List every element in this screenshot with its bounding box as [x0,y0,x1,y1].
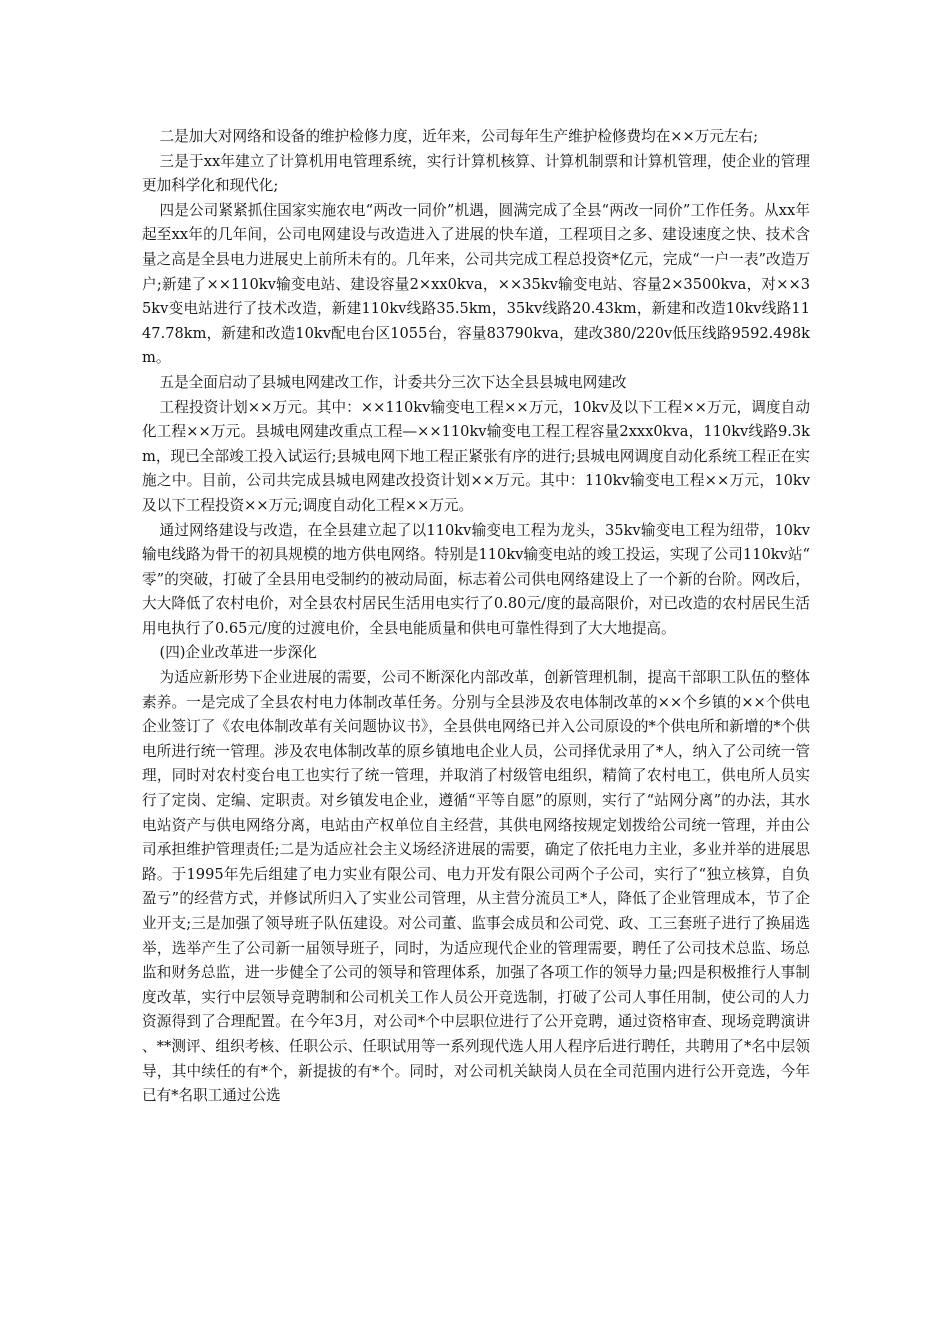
paragraph-county-grid-investment: 工程投资计划××万元。其中：××110kv输变电工程××万元，10kv及以下工程××万元，调度自动化工程××万元。县城电网建改重点工程—××110kv输变电工程工程容量2xxx0kva，110kv线路9.3km，现已全部竣工投入试运行;县城电网下地工程正紧张有序的进行;县城电网调度自动化系统工程正在实施之中。目前，公司共完成县城电网建改投资计划××万元。其中：110kv输变电工程××万元，10kv及以下工程投资××万元;调度自动化工程××万元。 [142,398,811,514]
paragraph-network-construction: 通过网络建设与改造，在全县建立起了以110kv输变电工程为龙头，35kv输变电工程为纽带，10kv输电线路为骨干的初具规模的地方供电网络。特别是110kv输变电站的竣工投运，实现了公司110kv站“零”的突破，打破了全县用电受制约的被动局面，标志着公司供电网络建设上了一个新的台阶。网改后，大大降低了农村电价，对全县农村居民生活用电实行了0.80元/度的最高限价，对已改造的农村居民生活用电执行了0.65元/度的过渡电价，全县电能质量和供电可靠性得到了大大地提高。 [142,521,810,637]
paragraph-county-grid-start: 五是全面启动了县城电网建改工作，计委共分三次下达全县县城电网建改 [159,373,627,391]
paragraph-enterprise-reform: 为适应新形势下企业进展的需要，公司不断深化内部改革，创新管理机制，提高干部职工队伍的整体素养。一是完成了全县农村电力体制改革任务。分别与全县涉及农电体制改革的××个乡镇的××个供电企业签订了《农电体制改革有关问题协议书》，全县供电网络已并入公司原设的*个供电所和新增的*个供电所进行统一管理。涉及农电体制改革的原乡镇地电企业人员，公司择优录用了*人，纳入了公司统一管理，同时对农村变台电工也实行了统一管理，并取消了村级管电组织，精简了农村电工，供电所人员实行了定岗、定编、定职责。对乡镇发电企业，遵循“平等自愿”的原则，实行了“站网分离”的办法，其水电站资产与供电网络分离，电站由产权单位自主经营，其供电网络按规定划拨给公司统一管理，并由公司承担维护管理责任;二是为适应社会主义场经济进展的需要，确定了依托电力主业，多业并举的进展思路。于1995年先后组建了电力实业有限公司、电力开发有限公司两个子公司，实行了“独立核算，自负盈亏”的经营方式，并修试所归入了实业公司管理，从主营分流员工*人，降低了企业管理成本，节了企业开支;三是加强了领导班子队伍建设。对公司董、监事会成员和公司党、政、工三套班子进行了换届选举，选举产生了公司新一届领导班子，同时，为适应现代企业的管理需要，聘任了公司技术总监、场总监和财务总监，进一步健全了公司的领导和管理体系，加强了各项工作的领导力量;四是积极推行人事制度改革，实行中层领导竞聘制和公司机关工作人员公开竞选制，打破了公司人事任用制，使公司的人力资源得到了合理配置。在今年3月，对公司*个中层职位进行了公开竞聘，通过资格审查、现场竞聘演讲、**测评、组织考核、任职公示、任职试用等一系列现代选人用人程序后进行聘任，共聘用了*名中层领导，其中续任的有*个，新提拔的有*个。同时，对公司机关缺岗人员在全司范围内进行公开竞选，今年已有*名职工通过公选 [142,669,810,1105]
paragraph-grid-renovation: 四是公司紧紧抓住国家实施农电“两改一同价”机遇，圆满完成了全县“两改一同价”工作任务。从xx年起至xx年的几年间，公司电网建设与改造进入了进展的快车道，工程项目之多、建设速度之快、技术含量之高是全县电力进展史上前所未有的。几年来，公司共完成工程总投资*亿元，完成“一户一表”改造万户;新建了××110kv输变电站、建设容量2×xx0kva，××35kv输变电站、容量2×3500kva，对××35kv变电站进行了技术改造，新建110kv线路35.5km，35kv线路20.43km，新建和改造10kv线路1147.78km，新建和改造10kv配电台区1055台，容量83790kva，建改380/220v低压线路9592.498km。 [142,201,810,367]
section-heading-reform: (四)企业改革进一步深化 [159,644,317,662]
paragraph-maintenance: 二是加大对网络和设备的维护检修力度，近年来，公司每年生产维护检修费均在××万元左右; [159,128,759,145]
paragraph-computer-system: 三是于xx年建立了计算机用电管理系统，实行计算机核算、计算机制票和计算机管理，使企业的管理更加科学化和现代化; [142,152,810,195]
document-body [142,125,810,1109]
